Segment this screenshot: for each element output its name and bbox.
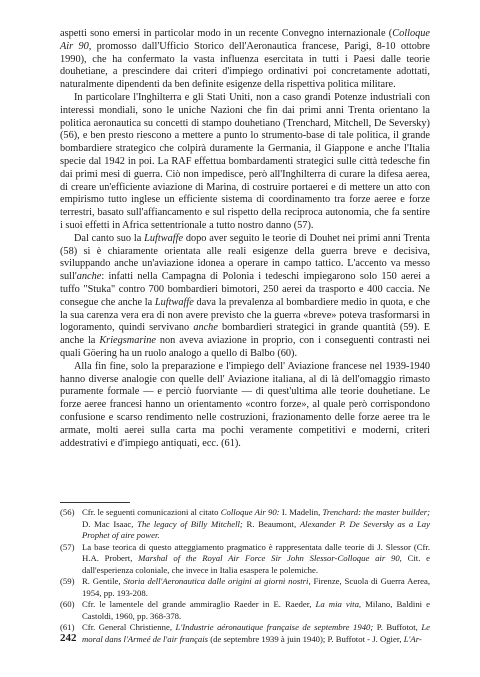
- text-segment: I. Madelin,: [279, 507, 323, 517]
- text-segment: (de septembre 1939 à juin 1940); P. Buffotot - J. Ogier,: [208, 633, 404, 644]
- italic-text: Colloque Air 90,: [60, 28, 430, 52]
- footnote: [60, 542, 430, 577]
- italic-text: Storia dell'Aeronautica dalle origini ai giorni nostri,: [123, 576, 311, 586]
- text-segment: R. Beaumont,: [242, 518, 300, 529]
- text-segment: In particolare l'Inghilterra e gli Stati Uniti, non a caso grandi Potenze industriali con interessi mondiali, sono le uniche Nazioni che fin dai primi anni Trenta orientano la politica aeronautica su concetti di stampo douhetiano (Trenchard, Mitchell, De Seversky) (56), e ben presto riescono a mettere a punto lo strumento-base di tale politica, il grande bombardiere strategico che colpirà duramente la Germania, il Giappone e anche l'Italia specie dal 1942 in poi. La RAF effettua bombardamenti strategici sulle città tedesche fin dai primi mesi di guerra. Ciò non impedisce, però all'Inghilterra di curare la difesa aerea, di creare un'efficiente aviazione di Marina, di costruire portaerei e di mettere un atto con empirismo tutto inglese un efficiente sistema di coordinamento tra forze aeree e forze terrestri, basato sull'affiancamento e sul rispetto della reciproca autonomia, che fa sentire i suoi effetti in Africa settentrionale a tutto nostro danno (57).: [60, 91, 430, 231]
- text-segment: non aveva aviazione in proprio, con i conseguenti contrasti nei quali Göering ha un ruolo analogo a quello di Balbo (60).: [60, 335, 431, 359]
- italic-text: The legacy of Billy Mitchell;: [137, 518, 243, 529]
- italic-text: anche: [76, 271, 102, 283]
- footnote-number: (61): [60, 622, 75, 632]
- italic-text: L'Industrie aéronautique française de septembre 1940;: [175, 622, 374, 632]
- footnote-text: [82, 622, 430, 645]
- main-text: [60, 28, 430, 450]
- footnote: [60, 507, 430, 542]
- italic-text: Kriegsmarine: [99, 335, 156, 347]
- italic-text: Marshal of the Royal Air Force Sir John Slessor-Colloque air 90,: [138, 553, 402, 563]
- text-segment: P. Buffotot,: [373, 622, 422, 632]
- text-segment: Alla fin fine, solo la preparazione e l'impiego dell' Aviazione francese nel 1939-1940 hanno diverse analogie con quelle dell' Aviazione italiana, al di là dell'omaggio rimasto puramente formale — e perciò fuorviante — di quest'ultima alle teorie douhetiane. Le forze aeree francesi hanno un orientamento «contro forze», al quale però corrispondono confusione e scarso rendimento nelle costruzioni, frazionamento delle forze aeree tra le armate, molti aerei sulla carta ma pochi veramente competitivi e moderni, criteri addestrativi e d'impiego antiquati, ecc. (61).: [60, 360, 430, 449]
- italic-text: anche: [193, 322, 218, 334]
- footnote-text: [82, 542, 430, 577]
- text-segment: Cfr. General Christienne,: [82, 622, 176, 632]
- footnote: [60, 622, 430, 645]
- text-segment: D. Mac Isaac,: [82, 518, 138, 529]
- paragraph: [60, 361, 430, 451]
- text-segment: Dal canto suo la: [74, 232, 145, 244]
- footnote: [60, 599, 430, 622]
- italic-text: Luftwaffe: [144, 232, 184, 244]
- paragraph: [60, 28, 430, 92]
- text-segment: bombardieri strategici in grande quantità (59). E anche la: [60, 322, 430, 347]
- footnote-text: [82, 576, 430, 599]
- text-segment: Cfr. le lamentele del grande ammiraglio Raeder in E. Raeder,: [82, 599, 316, 609]
- text-segment: Cfr. le seguenti comunicazioni al citato: [82, 507, 221, 517]
- footnote-number: (56): [60, 507, 75, 517]
- text-segment: promosso dall'Ufficio Storico dell'Aeronautica francese, Parigi, 8-10 ottobre 1990), che ha confermato la vasta influenza esercitata in tutti i Paesi dalle teorie douhetiane, a prescindere dai criteri d'impiego ordinativi poi concretamente adottati, naturalmente dipendenti da ben definite esigenze della rispettiva politica militare.: [60, 40, 430, 91]
- footnote-text: [82, 507, 430, 542]
- italic-text: Luftwaffe: [154, 296, 194, 308]
- footnote: [60, 576, 430, 599]
- text-segment: : infatti nella Campagna di Polonia i tedeschi impiegarono solo 150 aerei a tuffo "Stuka" contro 700 bombardieri bimotori, 250 aerei da trasporto e 400 caccia. Ne consegue che anche la: [60, 271, 430, 308]
- text-segment: Cit. e dall'esperienza coloniale, che invece in Italia esaspera le polemiche.: [82, 553, 431, 575]
- text-segment: Milano, Baldini e Castoldi, 1960, pp. 368-378.: [82, 599, 430, 621]
- text-segment: dava la prevalenza al bombardiere medio in quota, e che la sua carenza vera era di non avere previsto che la guerra «breve» poteva trasformarsi in logoramento, quindi servivano: [60, 296, 430, 334]
- footnote-separator: [60, 502, 130, 503]
- footnote-number: (59): [60, 576, 75, 586]
- italic-text: Trenchard: the master builder;: [322, 507, 430, 517]
- italic-text: Le moral dans l'Armeé de l'air français: [82, 622, 430, 644]
- text-segment: dopo aver seguito le teorie di Douhet nei primi anni Trenta (58) si è chiaramente orientata alle reali esigenze della guerra breve e decisiva, sviluppando anche un'aviazione idonea a operare in campo tattico. L'accento va messo sull': [60, 232, 430, 283]
- footnote-number: (60): [60, 599, 75, 609]
- text-segment: Firenze, Scuola di Guerra Aerea, 1954, pp. 193-208.: [82, 576, 430, 598]
- text-segment: aspetti sono emersi in particolar modo in un recente Convegno internazionale (: [60, 28, 393, 39]
- text-segment: La base teorica di questo atteggiamento pragmatico è rappresentata dalle teorie di J. Slessor (Cfr. H.A. Probert,: [82, 541, 430, 563]
- footnote-number: (57): [60, 541, 75, 552]
- footnotes: [60, 507, 430, 645]
- italic-text: Alexander P. De Seversky as a Lay Prophet of aire power.: [82, 518, 430, 540]
- italic-text: L'Ar-: [403, 633, 422, 644]
- page-number: 242: [60, 632, 77, 644]
- paragraph: [60, 92, 430, 233]
- italic-text: La mia vita,: [315, 599, 362, 609]
- text-segment: R. Gentile,: [82, 576, 124, 586]
- italic-text: Colloque Air 90:: [220, 507, 280, 517]
- paragraph: [60, 233, 430, 361]
- footnote-text: [82, 599, 430, 622]
